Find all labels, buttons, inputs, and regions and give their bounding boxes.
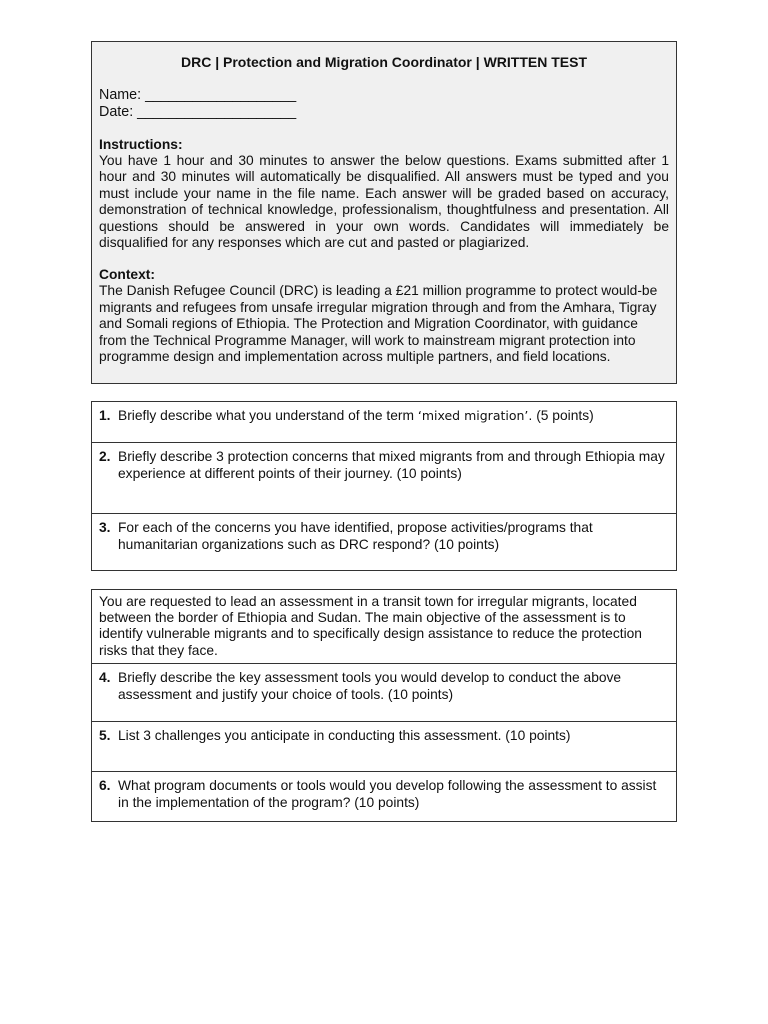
question-row	[92, 721, 676, 771]
instructions-heading: Instructions:	[99, 137, 183, 152]
question-number: 6.	[99, 778, 111, 793]
question-number: 2.	[99, 449, 111, 464]
context-text: The Danish Refugee Council (DRC) is leading a £21 million programme to protect would-be migrants and refugees from unsafe irregular migration through and from the Amhara, Tigray and Somali regions of Ethiopia. The Protection and Migration Coordinator, with guidance from the Technical Programme Manager, will work to mainstream migrant protection into programme design and implementation across multiple partners, and field locations.	[99, 283, 658, 365]
question-text: List 3 challenges you anticipate in conducting this assessment. (10 points)	[118, 728, 571, 743]
assessment-scenario: You are requested to lead an assessment in a transit town for irregular migrants, located between the border of Ethiopia and Sudan. The main objective of the assessment is to identify vulnerable migrants and to specifically design assistance to reduce the protection risks that they face.	[99, 594, 642, 658]
date-line: Date: ____________________	[99, 104, 297, 120]
question-row	[92, 663, 676, 721]
question-text: Briefly describe 3 protection concerns that mixed migrants from and through Ethiopia may experience at different points of their journey. (10 points)	[118, 449, 665, 481]
question-row	[92, 513, 676, 571]
context-heading: Context:	[99, 267, 155, 283]
name-line: Name: ___________________	[99, 87, 297, 103]
questions-section-2	[91, 589, 677, 822]
question-number: 5.	[99, 728, 111, 743]
question-text: Briefly describe what you understand of the term ‘mixed migration’. (5 points)	[118, 408, 594, 423]
question-text: Briefly describe the key assessment tools you would develop to conduct the above assessment and justify your choice of tools. (10 points)	[118, 670, 622, 702]
question-row	[92, 402, 676, 442]
questions-section-1	[91, 401, 677, 571]
question-number: 4.	[99, 670, 111, 685]
question-number: 1.	[99, 408, 111, 423]
document-title: DRC | Protection and Migration Coordinator | WRITTEN TEST	[180, 54, 588, 70]
question-text: What program documents or tools would you develop following the assessment to assist in the implementation of the program? (10 points)	[118, 778, 657, 810]
question-row	[92, 442, 676, 513]
test-header-box	[91, 41, 677, 384]
question-number: 3.	[99, 520, 111, 535]
mixed-migration-term: ‘mixed migration’.	[417, 408, 533, 423]
instructions-text: You have 1 hour and 30 minutes to answer the below questions. Exams submitted after 1 hour and 30 minutes will automatically be disqualified. All answers must be typed and you must include your name in the file name. Each answer will be graded based on accuracy, demonstration of technical knowledge, professionalism, thoughtfulness and presentation. All questions should be answered in your own words. Candidates will immediately be disqualified for any responses which are cut and pasted or plagiarized.	[99, 153, 669, 251]
question-row	[92, 771, 676, 822]
question-text: For each of the concerns you have identified, propose activities/programs that humanitarian organizations such as DRC respond? (10 points)	[118, 520, 593, 552]
